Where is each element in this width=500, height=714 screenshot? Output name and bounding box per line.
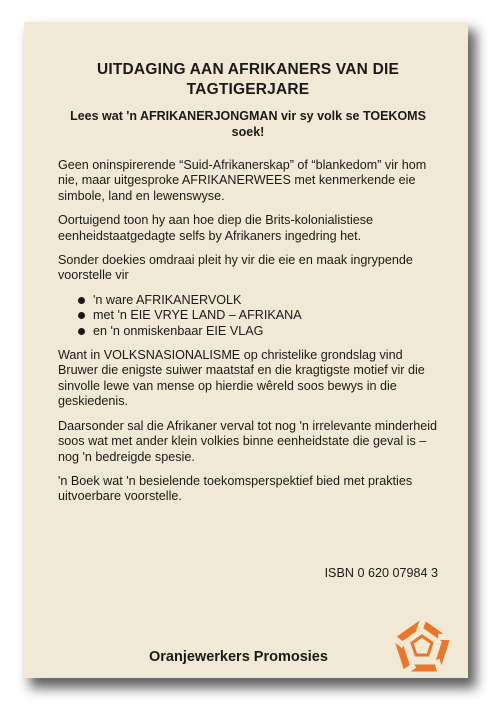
proposal-text: 'n ware AFRIKANERVOLK: [93, 292, 242, 307]
book-back-cover: [24, 22, 468, 678]
proposal-item: [78, 324, 438, 339]
proposal-text: en 'n onmiskenbaar EIE VLAG: [93, 323, 264, 338]
blurb-paragraph-4: Want in VOLKSNASIONALISME op christelike grondslag vind Bruwer die enigste suiwer maatstaf en die kragtigste motief vir die sinvolle lewe van mense op hierdie wêreld soos bewys in die geskiedenis.: [58, 348, 425, 409]
blurb-paragraph-5: Daarsonder sal die Afrikaner verval tot nog 'n irrelevante minderheid soos wat met ander klein volkies binne eenheidstate die geval is – nog 'n bedreigde spesie.: [58, 418, 438, 464]
isbn-number: ISBN 0 620 07984 3: [324, 566, 438, 580]
proposal-item: [78, 308, 438, 323]
bullet-icon: [78, 312, 85, 319]
blurb-paragraph-1: Geen oninspirerende “Suid-Afrikanerskap” of “blankedom” vir hom nie, maar uitgesproke AFRIKANERWEES met kenmerkende eie simbole, land en lewenswyse.: [58, 158, 427, 203]
publisher-name: Oranjewerkers Promosies: [149, 649, 328, 665]
bullet-icon: [78, 328, 85, 335]
bullet-icon: [78, 297, 85, 304]
proposal-item: [78, 293, 438, 308]
orange-pentagon-logo-icon: [392, 618, 452, 674]
blurb-paragraph-6: 'n Boek wat 'n besielende toekomsperspektief bied met prakties uitvoerbare voorstelle.: [58, 473, 413, 504]
blurb-paragraph-3: Sonder doekies omdraai pleit hy vir die eie en maak ingrypende voorstelle vir: [58, 253, 413, 283]
proposal-text: met 'n EIE VRYE LAND – AFRIKANA: [93, 308, 302, 323]
cover-subtitle: Lees wat 'n AFRIKANERJONGMAN vir sy volk se TOEKOMS soek!: [70, 109, 426, 139]
cover-title: UITDAGING AAN AFRIKANERS VAN DIE TAGTIGERJARE: [96, 61, 400, 98]
proposal-list: [58, 293, 438, 339]
blurb-paragraph-2: Oortuigend toon hy aan hoe diep die Brits-kolonialistiese eenheidstaatgedagte selfs by Afrikaners ingedring het.: [58, 213, 374, 243]
